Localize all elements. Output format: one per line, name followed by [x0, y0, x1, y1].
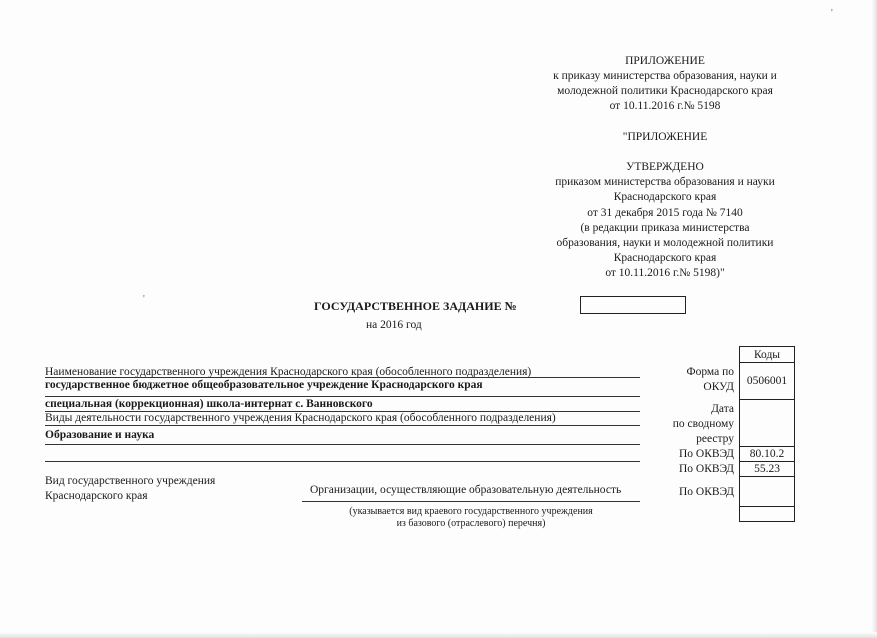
institution-type-label-1: Вид государственного учреждения: [45, 475, 216, 487]
approved-line-1: приказом министерства образования и науки: [555, 176, 775, 188]
institution-type-note-1: (указывается вид краевого государственного учреждения: [349, 506, 593, 517]
institution-name-line-1: государственное бюджетное общеобразовательное учреждение Краснодарского края: [45, 379, 483, 391]
page-bottom-shadow: [0, 632, 877, 638]
institution-name-line-2: специальная (коррекционная) школа-интернат с. Ванновского: [45, 398, 373, 410]
activity-value: Образование и наука: [45, 429, 155, 441]
appendix-title-2: "ПРИЛОЖЕНИЕ: [622, 131, 708, 143]
codes-divider: [739, 506, 795, 507]
appendix-line-1: к приказу министерства образования, науки и: [553, 70, 777, 82]
codes-divider: [739, 476, 795, 477]
okved-value-2: 55.23: [754, 463, 780, 475]
appendix-title: ПРИЛОЖЕНИЕ: [625, 55, 705, 67]
approved-line-6: Краснодарского края: [613, 252, 717, 264]
underline: [302, 501, 640, 502]
okved-label-3: По ОКВЭД: [678, 486, 734, 498]
institution-type-value: Организации, осуществляющие образовательную деятельность: [310, 484, 622, 496]
approved-line-3: от 31 декабря 2015 года № 7140: [587, 207, 743, 219]
assignment-title: ГОСУДАРСТВЕННОЕ ЗАДАНИЕ №: [314, 299, 517, 313]
approved-title: УТВЕРЖДЕНО: [626, 161, 704, 173]
codes-header: Коды: [753, 349, 781, 361]
assignment-year: на 2016 год: [366, 319, 422, 331]
appendix-line-2: молодежной политики Краснодарского края: [557, 85, 773, 97]
institution-type-label-2: Краснодарского края: [45, 490, 148, 502]
okved-label-2: По ОКВЭД: [678, 463, 734, 475]
underline: [45, 461, 640, 462]
approved-line-5: образования, науки и молодежной политики: [556, 237, 774, 249]
page-edge-shadow: [871, 0, 877, 638]
date-label-2: по сводному: [672, 418, 734, 430]
approved-line-7: от 10.11.2016 г.№ 5198)": [605, 267, 725, 279]
scan-mark: ': [143, 294, 145, 305]
okved-value-1: 80.10.2: [749, 448, 785, 460]
okud-label-2: ОКУД: [703, 381, 734, 393]
approved-line-4: (в редакции приказа министерства: [580, 222, 750, 234]
okud-value: 0506001: [746, 375, 788, 387]
assignment-number-box[interactable]: [580, 296, 686, 314]
codes-table: [739, 346, 795, 522]
appendix-line-3: от 10.11.2016 г.№ 5198: [609, 100, 721, 112]
institution-name-label: Наименование государственного учреждения Краснодарского края (обособленного подразделения): [45, 366, 532, 378]
okved-label-1: По ОКВЭД: [678, 448, 734, 460]
date-label-3: реестру: [696, 433, 734, 445]
date-label-1: Дата: [711, 403, 734, 415]
codes-divider: [739, 362, 795, 363]
underline: [45, 425, 640, 426]
scan-mark: ': [831, 8, 833, 19]
institution-type-note-2: из базового (отраслевого) перечня): [396, 518, 546, 529]
approved-line-2: Краснодарского края: [613, 191, 717, 203]
underline: [45, 444, 640, 445]
okud-label-1: Форма по: [686, 366, 734, 378]
codes-divider: [739, 399, 795, 400]
activity-label: Виды деятельности государственного учреждения Краснодарского края (обособленного подразделения): [45, 412, 556, 424]
